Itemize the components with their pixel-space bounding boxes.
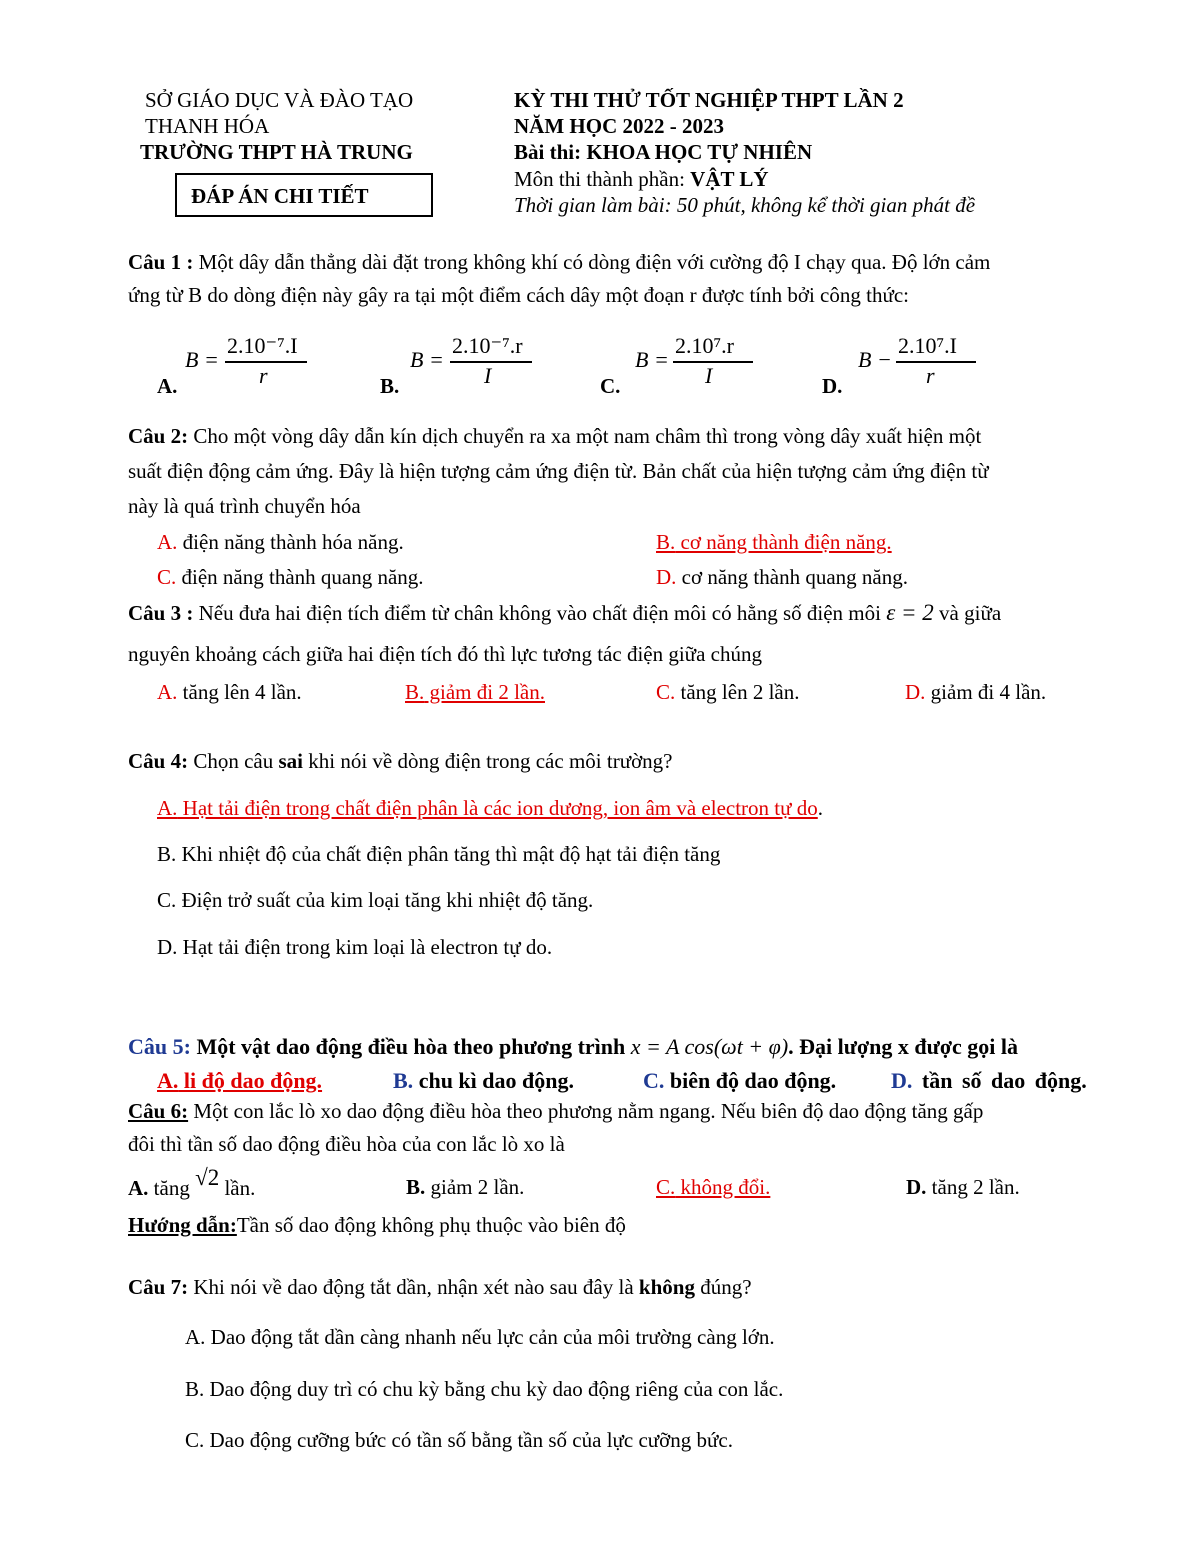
- q3-d-text: giảm đi 4 lần.: [925, 680, 1047, 704]
- subject-prefix: Bài thi:: [514, 140, 587, 164]
- q2-d-letter: D.: [656, 565, 677, 589]
- answer-key-label: ĐÁP ÁN CHI TIẾT: [191, 184, 369, 208]
- q2-b-letter: B.: [656, 530, 676, 554]
- q4-text-bold: sai: [278, 749, 304, 773]
- q3-a-letter: A.: [157, 680, 178, 704]
- q4-c-letter: C.: [157, 888, 177, 912]
- q5-c-text: biên độ dao động.: [664, 1068, 837, 1093]
- q1-option-d-letter: D.: [822, 374, 843, 398]
- q2-line1: [128, 424, 981, 449]
- q1-c-lhs: B =: [635, 347, 669, 372]
- q7-option-c: C. Dao động cưỡng bức có tần số bằng tần số của lực cưỡng bức.: [185, 1428, 733, 1452]
- q1-option-a-formula: [185, 333, 310, 393]
- q4-c-text: Điện trở suất của kim loại tăng khi nhiệt độ tăng.: [176, 888, 594, 912]
- q4-option-a-correct: [157, 796, 823, 821]
- q5-option-c: [643, 1068, 836, 1094]
- q4-option-d: [157, 935, 552, 960]
- q4-d-text: Hạt tải điện trong kim loại là electron tự do.: [177, 935, 553, 959]
- component: VẬT LÝ: [690, 167, 769, 191]
- q3-option-b-correct: [405, 680, 545, 705]
- q1-option-b-letter: B.: [380, 374, 400, 398]
- q3-option-a: [157, 680, 302, 705]
- q4-d-letter: D.: [157, 935, 178, 959]
- q6-d-letter: D.: [906, 1175, 927, 1199]
- q6-a-letter: A.: [128, 1176, 149, 1200]
- q5-option-d: [891, 1068, 1087, 1094]
- q6-option-c-correct: [656, 1175, 770, 1200]
- q3-a-text: tăng lên 4 lần.: [177, 680, 302, 704]
- q2-label: Câu 2:: [128, 424, 189, 448]
- q3-line2: nguyên khoảng cách giữa hai điện tích đó thì lực tương tác điện giữa chúng: [128, 642, 762, 666]
- q1-c-num: 2.10⁷.r: [675, 333, 734, 358]
- q3-epsilon-formula: ε = 2: [886, 600, 934, 625]
- q6-line2: đôi thì tần số dao động điều hòa của con lắc lò xo là: [128, 1132, 565, 1156]
- q7-line1: [128, 1275, 752, 1300]
- q7-option-b: B. Dao động duy trì có chu kỳ bằng chu kỳ dao động riêng của con lắc.: [185, 1377, 784, 1401]
- q1-b-num: 2.10⁻⁷.r: [452, 333, 523, 358]
- q2-a-text: điện năng thành hóa năng.: [177, 530, 404, 554]
- q3-label: Câu 3 :: [128, 601, 194, 625]
- q5-d-letter: D.: [891, 1068, 913, 1093]
- q5-formula: x = A cos(ωt + φ): [630, 1034, 789, 1059]
- q6-guide-text: Tần số dao động không phụ thuộc vào biên độ: [236, 1213, 626, 1237]
- time-note: Thời gian làm bài: 50 phút, không kể thời gian phát đề: [514, 193, 976, 217]
- q3-text1: Nếu đưa hai điện tích điểm từ chân không vào chất điện môi có hằng số điện môi: [193, 601, 887, 625]
- q1-d-lhs: B −: [858, 347, 892, 372]
- q1-c-den: I: [705, 363, 713, 388]
- q3-b-text: giảm đi 2 lần.: [424, 680, 545, 704]
- q4-option-c: [157, 888, 593, 913]
- q1-text1: Một dây dẫn thẳng dài đặt trong không khí có dòng điện với cường độ I chạy qua. Độ lớn cảm: [193, 250, 991, 274]
- q2-c-text: điện năng thành quang năng.: [176, 565, 424, 589]
- q7-text1: Khi nói về dao động tắt dần, nhận xét nào sau đây là: [188, 1275, 639, 1299]
- answer-key-box: [175, 173, 433, 217]
- q1-option-c-formula: [635, 333, 760, 393]
- q7-option-a: A. Dao động tắt dần càng nhanh nếu lực cản của môi trường càng lớn.: [185, 1325, 775, 1349]
- subject: KHOA HỌC TỰ NHIÊN: [586, 140, 813, 164]
- q5-option-b: [393, 1068, 574, 1094]
- q1-d-den: r: [926, 363, 935, 388]
- q1-b-lhs: B =: [410, 347, 444, 372]
- q5-text2: . Đại lượng x được gọi là: [788, 1034, 1018, 1059]
- q1-option-a-letter: A.: [157, 374, 178, 398]
- q6-option-d: [906, 1175, 1020, 1200]
- q6-b-text: giảm 2 lần.: [425, 1175, 525, 1199]
- q1-line2: ứng từ B do dòng điện này gây ra tại một điểm cách dây một đoạn r được tính bởi công thức:: [128, 283, 909, 307]
- q1-option-c-letter: C.: [600, 374, 621, 398]
- q1-c-bar: [673, 361, 753, 363]
- q5-label: Câu 5:: [128, 1034, 191, 1059]
- q5-d-text: tần số dao động.: [912, 1068, 1087, 1093]
- q4-b-letter: B.: [157, 842, 177, 866]
- q1-option-b-formula: [410, 333, 535, 393]
- q4-a-tail: .: [817, 796, 824, 820]
- q5-text1: Một vật dao động điều hòa theo phương trình: [190, 1034, 631, 1059]
- q6-guide-label: Hướng dẫn:: [128, 1213, 237, 1237]
- q6-c-letter: C.: [656, 1175, 676, 1199]
- q5-option-a-correct: [157, 1068, 322, 1094]
- q3-b-letter: B.: [405, 680, 425, 704]
- q4-a-text: Hạt tải điện trong chất điện phân là các ion dương, ion âm và electron tự do: [177, 796, 818, 820]
- q4-text1: Chọn câu: [188, 749, 279, 773]
- q3-d-letter: D.: [905, 680, 926, 704]
- q6-option-a: [128, 1165, 256, 1201]
- q1-d-num: 2.10⁷.I: [898, 333, 957, 358]
- q6-d-text: tăng 2 lần.: [926, 1175, 1020, 1199]
- q5-line1: [128, 1034, 1018, 1060]
- q3-option-d: [905, 680, 1046, 705]
- q2-option-d: [656, 565, 908, 590]
- component-prefix: Môn thi thành phần:: [514, 167, 691, 191]
- q1-a-den: r: [259, 363, 268, 388]
- q6-guide: [128, 1213, 626, 1238]
- school-name: TRƯỜNG THPT HÀ TRUNG: [140, 140, 413, 164]
- q4-a-letter: A.: [157, 796, 178, 820]
- q4-option-b: [157, 842, 720, 867]
- q2-line3: này là quá trình chuyển hóa: [128, 494, 361, 518]
- q1-line1: [128, 250, 990, 275]
- q6-a-tail: lần.: [219, 1176, 256, 1200]
- exam-title: KỲ THI THỬ TỐT NGHIỆP THPT LẦN 2: [514, 88, 904, 112]
- q6-label: Câu 6:: [128, 1099, 189, 1123]
- q6-sqrt2-formula: √2: [195, 1165, 220, 1190]
- subject-line: [514, 140, 812, 165]
- q6-a-text: tăng: [148, 1176, 196, 1200]
- q4-b-text: Khi nhiệt độ của chất điện phân tăng thì mật độ hạt tải điện tăng: [176, 842, 721, 866]
- q7-label: Câu 7:: [128, 1275, 189, 1299]
- q4-line1: [128, 749, 673, 774]
- q2-option-b-correct: [656, 530, 892, 555]
- q6-b-letter: B.: [406, 1175, 426, 1199]
- q2-a-letter: A.: [157, 530, 178, 554]
- q1-d-bar: [896, 361, 976, 363]
- q4-label: Câu 4:: [128, 749, 189, 773]
- q2-line2: suất điện động cảm ứng. Đây là hiện tượng cảm ứng điện từ. Bản chất của hiện tượng cảm ứng điện từ: [128, 459, 989, 483]
- q2-option-a: [157, 530, 404, 555]
- q7-text2: đúng?: [694, 1275, 752, 1299]
- q6-text1: Một con lắc lò xo dao động điều hòa theo phương nằm ngang. Nếu biên độ dao động tăng gấp: [188, 1099, 984, 1123]
- q5-a-letter: A.: [157, 1068, 179, 1093]
- school-year: NĂM HỌC 2022 - 2023: [514, 114, 724, 138]
- q3-option-c: [656, 680, 799, 705]
- q6-c-text: không đổi.: [675, 1175, 771, 1199]
- q6-line1: [128, 1099, 983, 1124]
- q1-a-lhs: B =: [185, 347, 219, 372]
- q1-a-num: 2.10⁻⁷.I: [227, 333, 298, 358]
- q5-a-text: li độ dao động.: [178, 1068, 323, 1093]
- q3-text2: và giữa: [933, 601, 1002, 625]
- q6-option-b: [406, 1175, 524, 1200]
- q2-b-text: cơ năng thành điện năng.: [675, 530, 892, 554]
- q1-option-d-formula: [858, 333, 983, 393]
- q1-b-den: I: [484, 363, 492, 388]
- q5-b-letter: B.: [393, 1068, 414, 1093]
- department-line1: SỞ GIÁO DỤC VÀ ĐÀO TẠO: [145, 88, 414, 112]
- q4-text2: khi nói về dòng điện trong các môi trường?: [303, 749, 673, 773]
- q7-text-bold: không: [638, 1275, 695, 1299]
- q2-text1: Cho một vòng dây dẫn kín dịch chuyển ra xa một nam châm thì trong vòng dây xuất hiện một: [188, 424, 982, 448]
- q3-line1: [128, 600, 1001, 626]
- component-line: [514, 167, 769, 192]
- q2-option-c: [157, 565, 424, 590]
- q3-c-text: tăng lên 2 lần.: [675, 680, 800, 704]
- q2-d-text: cơ năng thành quang năng.: [676, 565, 908, 589]
- q1-label: Câu 1 :: [128, 250, 194, 274]
- q2-c-letter: C.: [157, 565, 177, 589]
- q5-b-text: chu kì dao động.: [413, 1068, 574, 1093]
- department-line2: THANH HÓA: [145, 114, 270, 138]
- q3-c-letter: C.: [656, 680, 676, 704]
- q5-c-letter: C.: [643, 1068, 665, 1093]
